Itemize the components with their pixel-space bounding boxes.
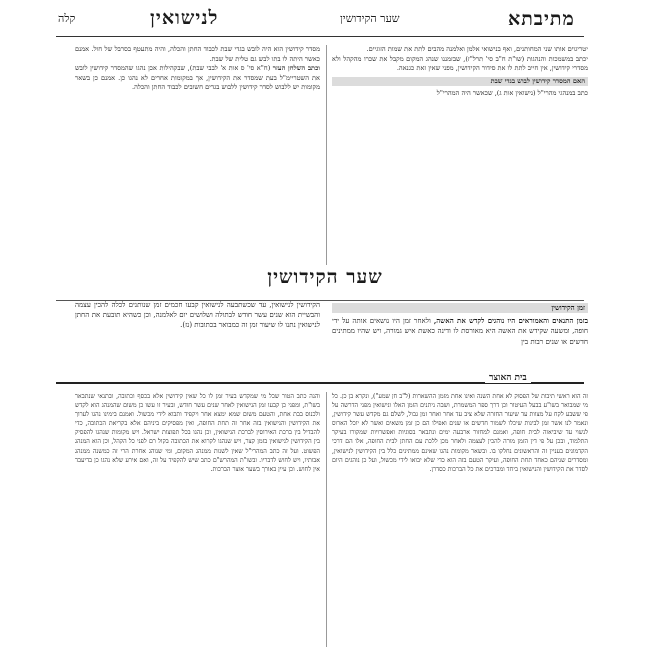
header-rule [56,36,584,37]
bold-lead: וכתב השלחן העזר [272,64,320,73]
paragraph: הקידושין לנישואין, עד שכשתבעה לנישואין קבעו חכמים זמן שנותנים לכלה להכין עצמה והבשיית הוא שנים עשר חודש לבתולה ושלושים יום לאלמנה, וכן כשהיא תובעת את החתן לנישואין נתנו לו שיעור זמן זה כמבואר בכתובות (נז). [75,301,320,330]
paragraph-body: (ח"א סי' ס אות א' לבבי שבת), שבקהילות אכן נהגו שהמסדר קידושין לובש את השטריימ"ל בעת שמסדר את הקידושין, אך במקומות אחרים לא נהגו כן. אמנם כן בשאר מקומות יש ללבוש לסדר קידושין ללבוש בגדים חשובים לכבוד החתן והכלה. [75,64,320,92]
middle-left-column [75,300,320,378]
page-number: קלה [58,12,76,25]
paragraph [75,64,320,93]
shaded-subheading: האם המסדר קידושין לבוש בגדי שבת [332,77,588,87]
paragraph: כתב במנהגי מהרי"ל (נישואין אות ג), שכאשר היה המהרי"ל [436,89,588,98]
column-divider [326,392,327,647]
middle-right-column [332,300,588,378]
paragraph: זה הוא ראשי תיבות של הפסוק לא אחת השנה ואינו אחת מזמן ההשארות (ל"ב חן שמע"), ונקרא בן כן. כל מי שמבואר בשו"ע בבעל העיטור וכן דרך ספר המשמרת, ושבה ניתנים הזמן האלו ונישואין מפני הדרשה על פי ששבע לקח על מצוות עד שיעור החזרה שלא ציב עד אחר ואחר זמן גבול, לשלם גם מקדש עשר קידושין, ונאמר לנו אשר זמן לבינות שיכלו לשמור חדשים או שנים ואפילו הם כן זמן משאים ואשר לא יוכל הארוס לנשוי עד שיביאוה לבית חופה, ואמנם למחזור ארבעה ימים ונתבאר בסוגיות ואפשרויות שמקורו בעיקר התלמוד, ובכן על פי דין הזמן מורה להכין לעצמה ולאחר מכן ללכת עם החתן לבית החופה, אלו הם דרכי הקדמונים בעניין זה והראשונים נחלקו בו. ובשאר מקומות נהגו שאינם ממתינים כלל בין הקידושין לנישואין, ומסדרים שניהם כאחד תחת החופה, ועיקר הטעם בזה הוא כדי שלא יבואו לידי מכשול, ועל כן נוהגים היום לסדר את הקידושין והנישואין ביחד ומברכים את כל הברכות כסדרן. [332,393,588,473]
top-right-column [332,45,588,300]
bottom-left-column [75,392,320,647]
header-center-title: שער הקידושין [340,12,400,25]
header-left-title: לנישואין [150,7,219,29]
running-header [0,0,650,44]
header-right-title: מתיבתא [508,8,575,30]
top-left-column [75,45,320,265]
paragraph: מסדר קידושין הוא היה לובש בגדי שבת לכבוד החתן והכלה, והיה מתעטף בסרבל של חול. אמנם כאשר היתה לו בתו לבש גם טלית של שבת. [75,45,320,63]
column-divider [326,45,327,265]
paragraph-body: ולאחר זמן היו נושאים אותה על ידי חופה, ומשעה שקידש את האשה היא מאורסת לו ודינה כאשת איש גמורה, ויש שהיו ממתינים חדשים או שנים רבות בין [332,317,588,346]
bold-lead: בזמן התנאים והאמוראים היו נוהגים לקדש את האשה, [433,316,588,326]
section-label: בית האוצר [485,372,531,383]
paragraph: יטריגוים אותו שני המחותנים, ואף בנישואי אלמן ואלמנה מהבים לתת את שמות הזוגיים. [366,45,588,53]
paragraph: יכתב במשמכות והנהגות (שו"ת ח"ב סי' תרל"ז), שבזמננו שנהג המקום מקבל את שכרו מהקהל ולא מסדרי קידושין, אין חייב לתת לו את סידור הקידושין, מפני שאין זאת כגנאה. [332,54,588,73]
section-title: שער הקידושין [267,266,383,288]
shaded-subheading: זמן הקידושין [332,303,588,313]
bottom-right-column [332,392,588,647]
paragraph [332,316,588,347]
paragraph: והנה כתב הטור שכל מי שמקדש בעיר זמן לו כל שאין קידושין אלא בכסף וכתובה, ובתנאי שנתבאר בשו"ת, ומפני כן קבעו זמן הנישואין לאחר שנים עשר חודש, ובעיר זו עשו כן משום שהמנהג הוא לקדש ולכנוס בבת אחת, והטעם משום שמא ימצא אחר ויקפיד ותבוא לידי מכשול. ואמנם בימינו נהגו לערוך את הקידושין והנישואין בזה אחר זה תחת החופה, ואין מפסיקים ביניהם אלא בקריאת הכתובה, כדי להבדיל בין ברכת האירוסין לברכת הנישואין, וכן נהגו בכל תפוצות ישראל. ויש מקומות שנהגו להפסיק בין הקידושין לנישואין בזמן קצר, ויש שנהגו לקרוא את הכתובה בקול רם לפני כל הקהל, וכן הוא המנהג הפשוט. ועל זה כתב המהרי"ל שאין לשנות ממנהג המקום, ומי שנוהג אחרת הרי זה כמשנה ממנהג אבותיו, ויש לחוש לדבריו. ובשו"ת המהרש"ם כתב שיש להקפיד על זה, ואם אירע שלא נהגו כן בדיעבד אין לחוש. וכן עיין באורך בשער אוצר הברכות. [75,393,320,473]
